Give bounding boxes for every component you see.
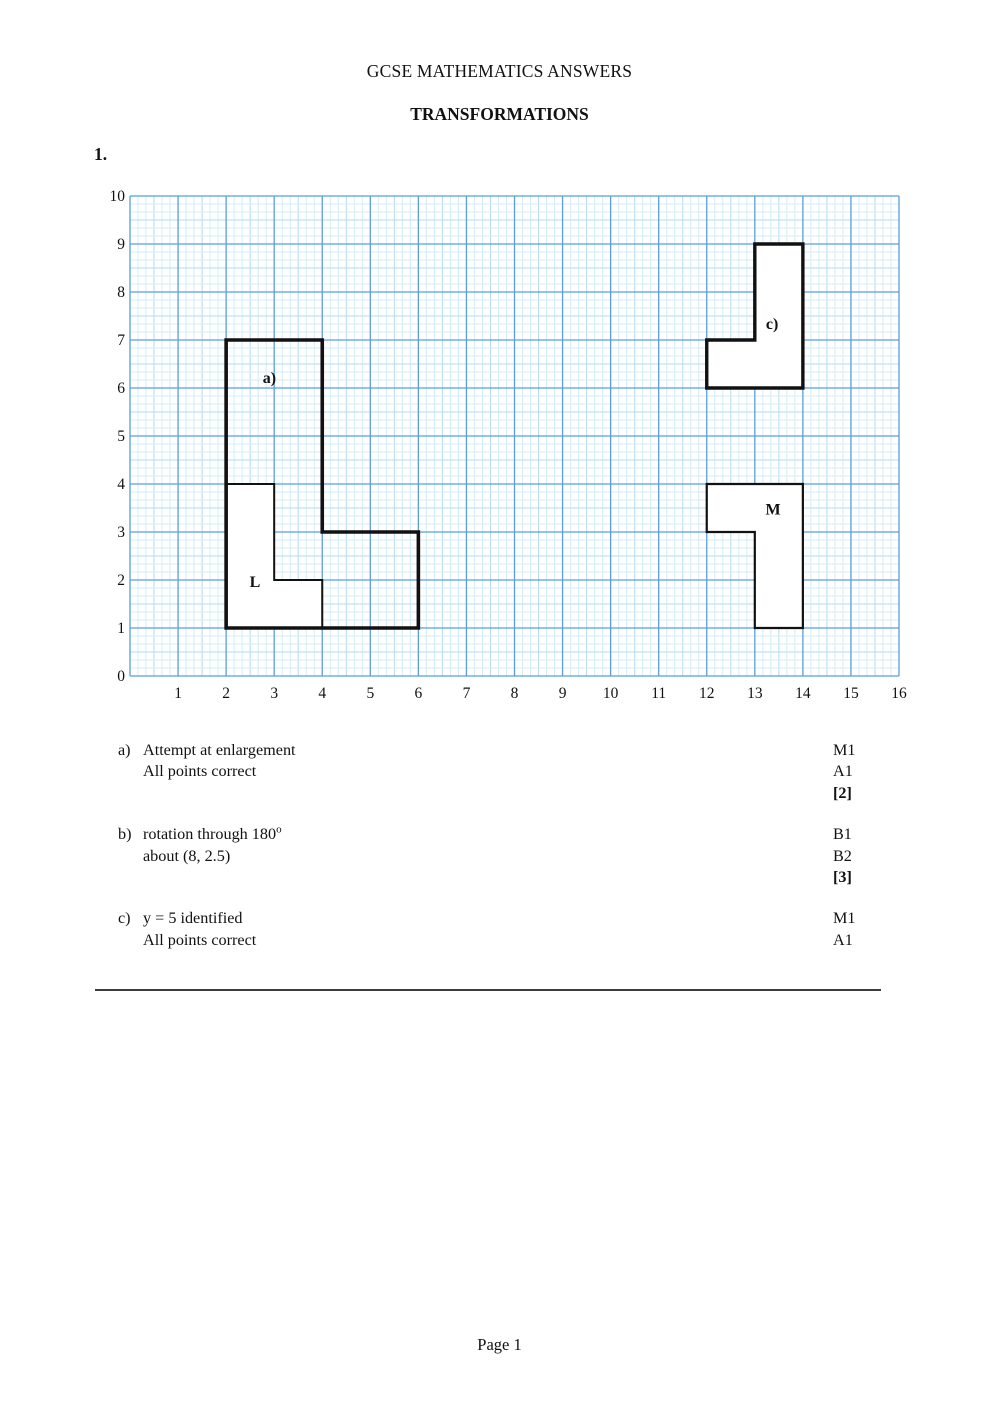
answer-text-segment: All points correct <box>143 930 257 949</box>
shape-M-label: M <box>765 501 781 519</box>
answer-part-label: b) <box>118 825 132 844</box>
answer-text <box>143 783 833 804</box>
answers-section <box>118 740 880 971</box>
answer-row <box>118 846 880 867</box>
mark-code: A1 <box>833 930 853 949</box>
answer-text <box>143 824 833 845</box>
answer-text <box>143 740 833 761</box>
y-tick-label: 9 <box>117 236 125 253</box>
answer-part-label <box>118 930 143 951</box>
answer-row <box>118 761 880 782</box>
y-tick-label: 2 <box>117 572 125 589</box>
x-tick-label: 13 <box>747 685 763 702</box>
x-tick-label: 5 <box>366 685 375 702</box>
answer-text-segment: All points correct <box>143 762 257 781</box>
answer-text <box>143 908 833 929</box>
enlargement-answer-a-label: a) <box>262 369 277 387</box>
x-tick-label: 15 <box>843 685 859 702</box>
page-subtitle: TRANSFORMATIONS <box>410 104 589 124</box>
x-tick-label: 16 <box>891 685 907 702</box>
y-tick-label: 1 <box>117 620 125 637</box>
answer-part-label <box>118 867 143 888</box>
x-tick-label: 3 <box>270 685 279 702</box>
x-tick-label: 9 <box>558 685 567 702</box>
mark-total: [2] <box>833 783 852 802</box>
x-tick-label: 8 <box>510 685 519 702</box>
mark-code: A1 <box>833 762 853 781</box>
horizontal-divider <box>95 989 881 991</box>
answer-row <box>118 783 880 804</box>
x-axis-tick-labels <box>174 685 907 702</box>
x-tick-label: 7 <box>462 685 471 702</box>
answer-text-segment: about (8, 2.5) <box>143 846 231 865</box>
answer-block-a <box>118 740 880 804</box>
answer-text-segment: rotation through 180 <box>143 825 277 844</box>
y-tick-label: 4 <box>117 476 125 493</box>
mark-total: [3] <box>833 868 852 887</box>
degree-superscript: o <box>276 823 282 836</box>
answer-text-segment: Attempt at enlargement <box>143 741 296 759</box>
y-tick-label: 7 <box>117 332 125 349</box>
x-tick-label: 14 <box>795 685 811 702</box>
y-tick-label: 8 <box>117 284 125 301</box>
answer-part-label: a) <box>118 741 131 759</box>
answer-text-segment: y = 5 identified <box>143 909 243 928</box>
answer-row <box>118 867 880 888</box>
y-tick-label: 5 <box>117 428 125 445</box>
x-tick-label: 10 <box>602 685 619 702</box>
page-title: GCSE MATHEMATICS ANSWERS <box>366 61 633 81</box>
page-footer: Page 1 <box>477 1335 522 1354</box>
mark-code: M1 <box>833 741 856 759</box>
answer-text <box>143 867 833 888</box>
mark-code: B1 <box>833 825 852 844</box>
mark-code: B2 <box>833 846 852 865</box>
answer-block-b <box>118 824 880 888</box>
shape-L-label: L <box>249 573 261 591</box>
answer-text <box>143 761 833 782</box>
answer-text <box>143 930 833 951</box>
y-axis-tick-labels <box>110 188 126 685</box>
answer-part-label <box>118 846 143 867</box>
answer-row <box>118 824 880 845</box>
answer-text <box>143 846 833 867</box>
x-tick-label: 6 <box>414 685 423 702</box>
y-tick-label: 6 <box>117 380 125 397</box>
x-tick-label: 2 <box>222 685 230 702</box>
question-number: 1. <box>94 144 108 164</box>
answer-row <box>118 740 880 761</box>
mark-code: M1 <box>833 909 856 928</box>
answer-part-label: c) <box>118 909 131 928</box>
x-tick-label: 1 <box>174 685 182 702</box>
y-tick-label: 0 <box>117 668 125 685</box>
y-tick-label: 10 <box>109 188 125 205</box>
x-tick-label: 4 <box>318 685 327 702</box>
answer-part-label <box>118 783 143 804</box>
reflection-answer-c-label: c) <box>765 316 779 334</box>
answer-row <box>118 908 880 929</box>
answer-row <box>118 930 880 951</box>
x-tick-label: 11 <box>651 685 667 702</box>
answer-block-c <box>118 908 880 951</box>
y-tick-label: 3 <box>117 524 125 541</box>
answer-part-label <box>118 761 143 782</box>
x-tick-label: 12 <box>699 685 715 702</box>
